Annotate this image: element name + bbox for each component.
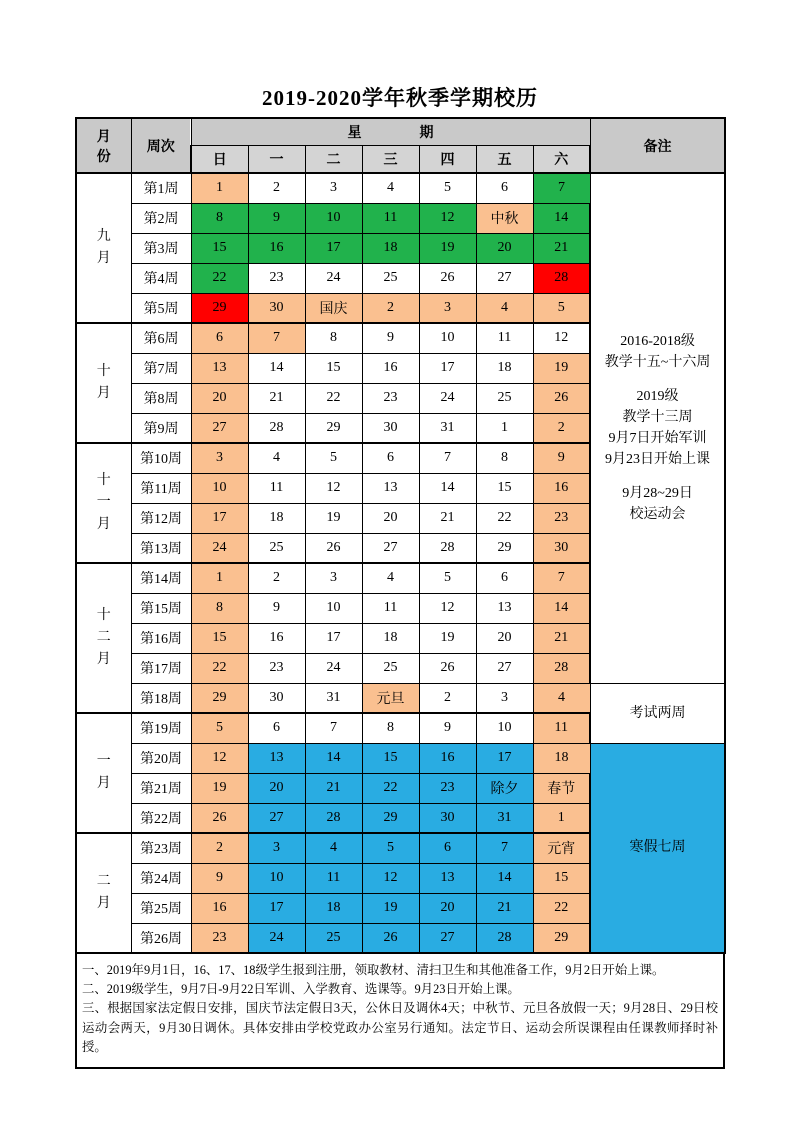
footnote-1: 一、2019年9月1日，16、17、18级学生报到注册，领取教材、清扫卫生和其他准备工作，9月2日开始上课。	[82, 963, 665, 977]
day-cell: 1	[191, 563, 248, 593]
header-day-0: 日	[191, 145, 248, 173]
day-cell: 5	[419, 173, 476, 203]
day-cell: 20	[476, 233, 533, 263]
week-label-7: 第7周	[131, 353, 191, 383]
day-cell: 28	[533, 653, 590, 683]
day-cell: 23	[191, 923, 248, 953]
table-header	[76, 118, 725, 173]
day-cell: 7	[533, 173, 590, 203]
day-cell: 5	[533, 293, 590, 323]
header-week: 周次	[131, 118, 191, 173]
day-cell: 26	[362, 923, 419, 953]
day-cell: 26	[533, 383, 590, 413]
day-cell: 2	[248, 563, 305, 593]
day-cell: 11	[533, 713, 590, 743]
week-label-15: 第15周	[131, 593, 191, 623]
week-label-20: 第20周	[131, 743, 191, 773]
day-cell: 18	[533, 743, 590, 773]
footnote-3: 三、根据国家法定假日安排，国庆节法定假日3天，公休日及调休4天；中秋节、元旦各放假一天；9月28日、29日校运动会两天，9月30日调休。具体安排由学校党政办公室另行通知。法定节日、运动会所误课程由任课教师择时补授。	[82, 1001, 718, 1054]
day-cell: 15	[362, 743, 419, 773]
day-cell: 26	[191, 803, 248, 833]
week-label-3: 第3周	[131, 233, 191, 263]
week-row-20	[76, 743, 725, 773]
day-cell: 29	[476, 533, 533, 563]
day-cell: 4	[476, 293, 533, 323]
day-cell: 22	[362, 773, 419, 803]
header-day-1: 一	[248, 145, 305, 173]
day-cell: 27	[419, 923, 476, 953]
day-cell: 20	[191, 383, 248, 413]
day-cell: 元宵	[533, 833, 590, 863]
day-cell: 28	[533, 263, 590, 293]
day-cell: 10	[305, 203, 362, 233]
header-weekday: 星 期	[191, 118, 590, 145]
day-cell: 9	[248, 593, 305, 623]
day-cell: 12	[419, 593, 476, 623]
day-cell: 17	[191, 503, 248, 533]
day-cell: 30	[533, 533, 590, 563]
day-cell: 10	[191, 473, 248, 503]
header-day-5: 五	[476, 145, 533, 173]
day-cell: 21	[533, 233, 590, 263]
day-cell: 春节	[533, 773, 590, 803]
day-cell: 30	[419, 803, 476, 833]
day-cell: 18	[362, 233, 419, 263]
day-cell: 11	[362, 593, 419, 623]
day-cell: 13	[419, 863, 476, 893]
week-row-1	[76, 173, 725, 203]
day-cell: 24	[419, 383, 476, 413]
day-cell: 23	[248, 653, 305, 683]
day-cell: 29	[191, 683, 248, 713]
day-cell: 17	[248, 893, 305, 923]
day-cell: 22	[191, 653, 248, 683]
day-cell: 27	[362, 533, 419, 563]
day-cell: 中秋	[476, 203, 533, 233]
day-cell: 14	[419, 473, 476, 503]
day-cell: 22	[476, 503, 533, 533]
day-cell: 22	[191, 263, 248, 293]
day-cell: 18	[362, 623, 419, 653]
day-cell: 16	[248, 233, 305, 263]
day-cell: 30	[248, 293, 305, 323]
week-label-13: 第13周	[131, 533, 191, 563]
day-cell: 14	[533, 593, 590, 623]
day-cell: 27	[248, 803, 305, 833]
day-cell: 4	[533, 683, 590, 713]
calendar-table	[75, 117, 726, 954]
week-row-18	[76, 683, 725, 713]
day-cell: 7	[533, 563, 590, 593]
day-cell: 13	[476, 593, 533, 623]
day-cell: 3	[305, 173, 362, 203]
day-cell: 20	[476, 623, 533, 653]
day-cell: 10	[419, 323, 476, 353]
remark-cell-1: 考试两周	[590, 683, 725, 743]
day-cell: 3	[476, 683, 533, 713]
day-cell: 27	[476, 653, 533, 683]
day-cell: 3	[305, 563, 362, 593]
remark-cell-2: 寒假七周	[590, 743, 725, 953]
week-label-22: 第22周	[131, 803, 191, 833]
footnotes-box	[75, 954, 725, 1069]
day-cell: 21	[476, 893, 533, 923]
day-cell: 17	[476, 743, 533, 773]
day-cell: 16	[419, 743, 476, 773]
day-cell: 6	[362, 443, 419, 473]
day-cell: 3	[191, 443, 248, 473]
day-cell: 28	[305, 803, 362, 833]
day-cell: 15	[305, 353, 362, 383]
day-cell: 7	[476, 833, 533, 863]
header-day-4: 四	[419, 145, 476, 173]
day-cell: 9	[191, 863, 248, 893]
calendar-table-wrap	[75, 117, 725, 1069]
day-cell: 3	[248, 833, 305, 863]
day-cell: 19	[305, 503, 362, 533]
day-cell: 29	[191, 293, 248, 323]
day-cell: 22	[305, 383, 362, 413]
day-cell: 10	[248, 863, 305, 893]
remark-cell-0: 2016-2018级 教学十五~十六周 2019级 教学十三周 9月7日开始军训 9月23日开始上课 9月28~29日 校运动会	[590, 173, 725, 683]
day-cell: 2	[362, 293, 419, 323]
day-cell: 20	[362, 503, 419, 533]
day-cell: 26	[305, 533, 362, 563]
day-cell: 国庆	[305, 293, 362, 323]
day-cell: 29	[533, 923, 590, 953]
day-cell: 14	[305, 743, 362, 773]
day-cell: 20	[248, 773, 305, 803]
day-cell: 24	[248, 923, 305, 953]
day-cell: 13	[191, 353, 248, 383]
day-cell: 19	[419, 233, 476, 263]
day-cell: 23	[419, 773, 476, 803]
day-cell: 30	[362, 413, 419, 443]
day-cell: 26	[419, 263, 476, 293]
day-cell: 25	[305, 923, 362, 953]
week-label-18: 第18周	[131, 683, 191, 713]
week-label-9: 第9周	[131, 413, 191, 443]
month-label-3: 十 二 月	[76, 563, 131, 713]
day-cell: 23	[362, 383, 419, 413]
day-cell: 21	[248, 383, 305, 413]
day-cell: 2	[533, 413, 590, 443]
day-cell: 元旦	[362, 683, 419, 713]
day-cell: 24	[305, 653, 362, 683]
week-label-24: 第24周	[131, 863, 191, 893]
day-cell: 6	[248, 713, 305, 743]
week-label-8: 第8周	[131, 383, 191, 413]
day-cell: 27	[476, 263, 533, 293]
day-cell: 4	[248, 443, 305, 473]
month-label-2: 十 一 月	[76, 443, 131, 563]
day-cell: 25	[362, 263, 419, 293]
day-cell: 29	[362, 803, 419, 833]
week-label-5: 第5周	[131, 293, 191, 323]
week-label-16: 第16周	[131, 623, 191, 653]
day-cell: 20	[419, 893, 476, 923]
day-cell: 12	[419, 203, 476, 233]
day-cell: 16	[362, 353, 419, 383]
day-cell: 4	[362, 563, 419, 593]
week-label-10: 第10周	[131, 443, 191, 473]
day-cell: 24	[305, 263, 362, 293]
day-cell: 16	[533, 473, 590, 503]
day-cell: 2	[419, 683, 476, 713]
day-cell: 13	[362, 473, 419, 503]
day-cell: 8	[305, 323, 362, 353]
header-remark: 备注	[590, 118, 725, 173]
day-cell: 10	[476, 713, 533, 743]
week-label-12: 第12周	[131, 503, 191, 533]
day-cell: 19	[419, 623, 476, 653]
header-day-6: 六	[533, 145, 590, 173]
day-cell: 23	[248, 263, 305, 293]
day-cell: 6	[191, 323, 248, 353]
day-cell: 19	[533, 353, 590, 383]
week-label-17: 第17周	[131, 653, 191, 683]
day-cell: 12	[191, 743, 248, 773]
header-day-3: 三	[362, 145, 419, 173]
month-label-0: 九 月	[76, 173, 131, 323]
week-label-4: 第4周	[131, 263, 191, 293]
month-label-4: 一 月	[76, 713, 131, 833]
day-cell: 7	[248, 323, 305, 353]
week-label-14: 第14周	[131, 563, 191, 593]
day-cell: 10	[305, 593, 362, 623]
day-cell: 5	[191, 713, 248, 743]
day-cell: 26	[419, 653, 476, 683]
day-cell: 7	[419, 443, 476, 473]
day-cell: 24	[191, 533, 248, 563]
day-cell: 14	[476, 863, 533, 893]
day-cell: 19	[191, 773, 248, 803]
week-label-11: 第11周	[131, 473, 191, 503]
day-cell: 6	[476, 563, 533, 593]
day-cell: 9	[533, 443, 590, 473]
day-cell: 21	[533, 623, 590, 653]
header-month: 月 份	[76, 118, 131, 173]
week-label-26: 第26周	[131, 923, 191, 953]
week-label-19: 第19周	[131, 713, 191, 743]
day-cell: 1	[476, 413, 533, 443]
day-cell: 8	[191, 203, 248, 233]
day-cell: 11	[362, 203, 419, 233]
day-cell: 28	[248, 413, 305, 443]
day-cell: 8	[191, 593, 248, 623]
day-cell: 18	[305, 893, 362, 923]
day-cell: 25	[476, 383, 533, 413]
day-cell: 31	[419, 413, 476, 443]
day-cell: 除夕	[476, 773, 533, 803]
day-cell: 5	[419, 563, 476, 593]
day-cell: 9	[419, 713, 476, 743]
day-cell: 12	[362, 863, 419, 893]
day-cell: 17	[305, 623, 362, 653]
day-cell: 27	[191, 413, 248, 443]
day-cell: 17	[305, 233, 362, 263]
day-cell: 11	[476, 323, 533, 353]
day-cell: 16	[248, 623, 305, 653]
day-cell: 28	[476, 923, 533, 953]
day-cell: 25	[362, 653, 419, 683]
day-cell: 19	[362, 893, 419, 923]
week-label-21: 第21周	[131, 773, 191, 803]
day-cell: 12	[533, 323, 590, 353]
day-cell: 14	[533, 203, 590, 233]
day-cell: 16	[191, 893, 248, 923]
day-cell: 5	[362, 833, 419, 863]
week-label-6: 第6周	[131, 323, 191, 353]
month-label-5: 二 月	[76, 833, 131, 953]
day-cell: 2	[191, 833, 248, 863]
day-cell: 9	[362, 323, 419, 353]
day-cell: 12	[305, 473, 362, 503]
day-cell: 31	[476, 803, 533, 833]
day-cell: 15	[191, 623, 248, 653]
day-cell: 2	[248, 173, 305, 203]
week-label-2: 第2周	[131, 203, 191, 233]
day-cell: 5	[305, 443, 362, 473]
day-cell: 15	[191, 233, 248, 263]
footnote-2: 二、2019级学生，9月7日-9月22日军训、入学教育、选课等。9月23日开始上课。	[82, 982, 520, 997]
day-cell: 1	[533, 803, 590, 833]
day-cell: 13	[248, 743, 305, 773]
day-cell: 8	[362, 713, 419, 743]
day-cell: 11	[248, 473, 305, 503]
day-cell: 8	[476, 443, 533, 473]
header-day-2: 二	[305, 145, 362, 173]
day-cell: 6	[476, 173, 533, 203]
page-title: 2019-2020学年秋季学期校历	[262, 86, 538, 110]
day-cell: 11	[305, 863, 362, 893]
day-cell: 25	[248, 533, 305, 563]
day-cell: 1	[191, 173, 248, 203]
day-cell: 3	[419, 293, 476, 323]
day-cell: 6	[419, 833, 476, 863]
day-cell: 4	[305, 833, 362, 863]
day-cell: 18	[248, 503, 305, 533]
day-cell: 15	[476, 473, 533, 503]
day-cell: 14	[248, 353, 305, 383]
day-cell: 21	[419, 503, 476, 533]
day-cell: 7	[305, 713, 362, 743]
week-label-1: 第1周	[131, 173, 191, 203]
day-cell: 17	[419, 353, 476, 383]
day-cell: 23	[533, 503, 590, 533]
day-cell: 4	[362, 173, 419, 203]
week-label-25: 第25周	[131, 893, 191, 923]
day-cell: 30	[248, 683, 305, 713]
day-cell: 28	[419, 533, 476, 563]
week-label-23: 第23周	[131, 833, 191, 863]
day-cell: 9	[248, 203, 305, 233]
day-cell: 29	[305, 413, 362, 443]
day-cell: 31	[305, 683, 362, 713]
day-cell: 22	[533, 893, 590, 923]
month-label-1: 十 月	[76, 323, 131, 443]
day-cell: 21	[305, 773, 362, 803]
day-cell: 15	[533, 863, 590, 893]
day-cell: 18	[476, 353, 533, 383]
